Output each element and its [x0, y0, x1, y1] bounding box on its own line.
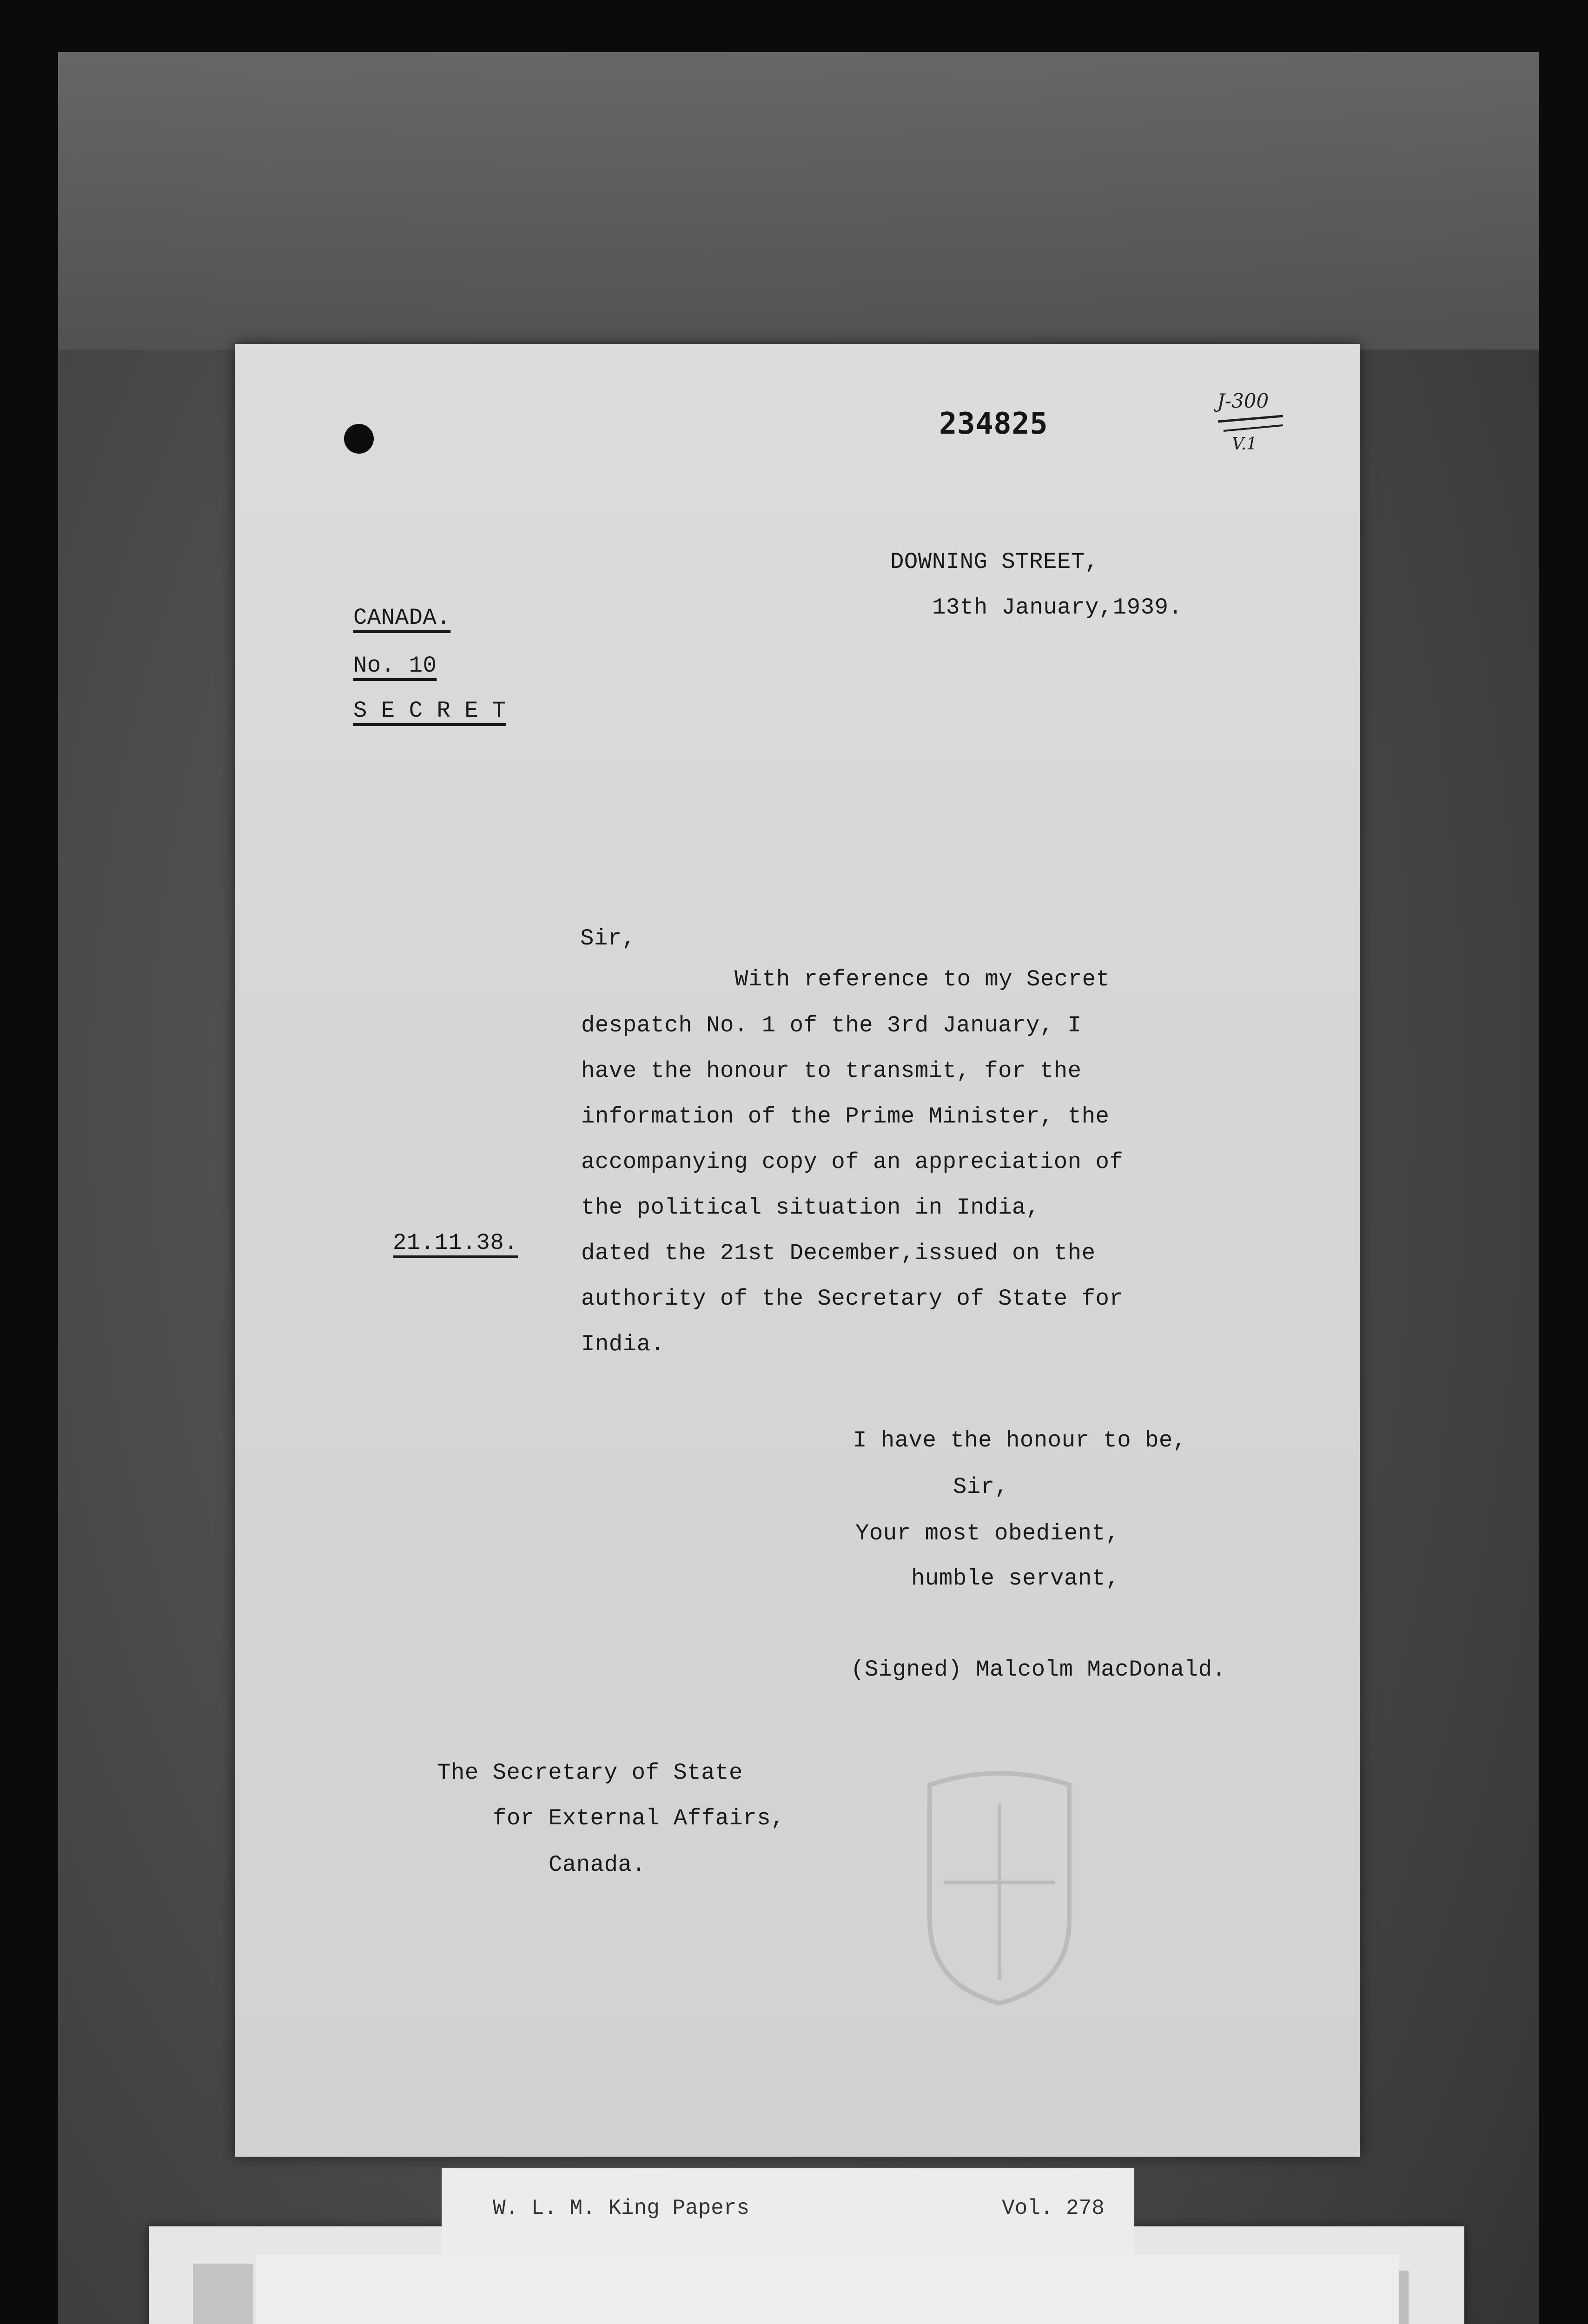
banner-left-flap	[193, 2264, 253, 2324]
body-line-7: dated the 21st December,issued on the	[581, 1240, 1096, 1266]
banner-card	[256, 2254, 1399, 2324]
header-country: CANADA.	[353, 605, 451, 631]
collection-label: W. L. M. King Papers	[493, 2196, 750, 2220]
body-line-5: accompanying copy of an appreciation of	[581, 1149, 1124, 1175]
closing-line-4: humble servant,	[911, 1565, 1120, 1591]
address-line: DOWNING STREET,	[890, 549, 1099, 575]
recipient-line-3: Canada.	[549, 1852, 646, 1878]
body-line-1: With reference to my Secret	[734, 966, 1110, 992]
volume-label: Vol. 278	[1002, 2196, 1105, 2220]
handwritten-note-sub: V.1	[1232, 435, 1257, 454]
body-line-4: information of the Prime Minister, the	[581, 1103, 1110, 1129]
closing-line-1: I have the honour to be,	[853, 1427, 1187, 1453]
handwritten-note-text: J-300	[1217, 390, 1269, 412]
body-line-8: authority of the Secretary of State for	[581, 1286, 1124, 1312]
recipient-line-1: The Secretary of State	[437, 1760, 743, 1786]
recipient-line-2: for External Affairs,	[493, 1805, 785, 1831]
body-line-2: despatch No. 1 of the 3rd January, I	[581, 1012, 1082, 1038]
embossed-seal-icon	[911, 1766, 1088, 2008]
handwritten-annotation-icon	[1213, 388, 1302, 458]
body-line-9: India.	[581, 1331, 665, 1357]
margin-date-note: 21.11.38.	[393, 1230, 518, 1256]
header-number: No. 10	[353, 653, 437, 679]
salutation: Sir,	[580, 925, 636, 951]
film-backing-top	[58, 52, 1539, 350]
handwritten-note	[1213, 388, 1302, 458]
closing-line-3: Your most obedient,	[855, 1520, 1120, 1546]
document-number: 234825	[939, 407, 1048, 441]
date-line: 13th January,1939.	[932, 594, 1183, 621]
body-line-3: have the honour to transmit, for the	[581, 1058, 1082, 1084]
punch-hole	[344, 424, 374, 454]
closing-line-2: Sir,	[953, 1474, 1009, 1500]
signature-line: (Signed) Malcolm MacDonald.	[851, 1657, 1226, 1683]
body-line-6: the political situation in India,	[581, 1195, 1040, 1221]
header-classification: S E C R E T	[353, 698, 506, 724]
reference-strip	[442, 2168, 1134, 2259]
